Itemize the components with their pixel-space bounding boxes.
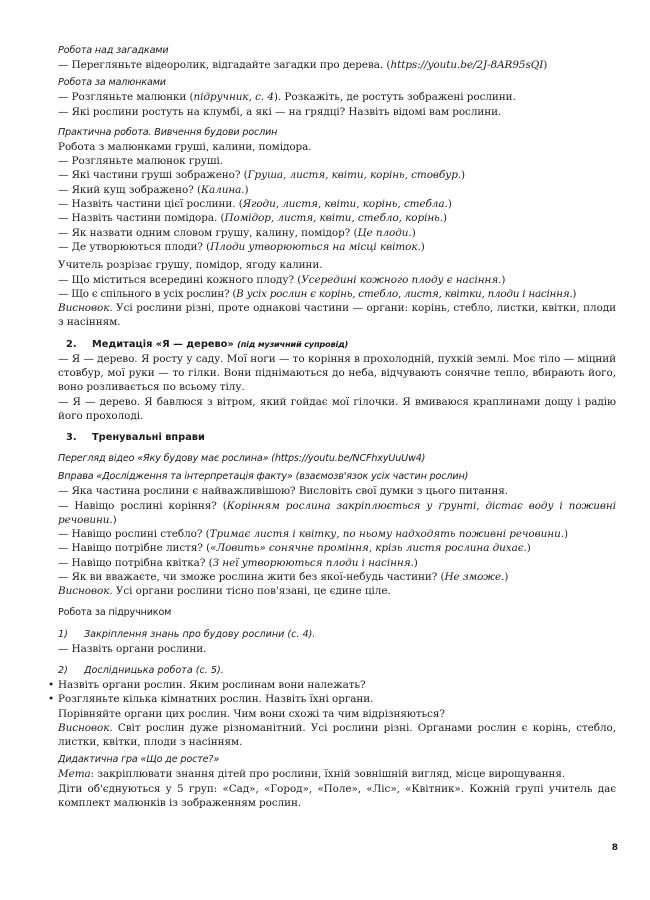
bullet-icon: •	[47, 693, 55, 706]
training-heading: 3. Тренувальні вправи	[66, 432, 205, 444]
practical-line: — Як назвати одним словом грушу, калину, помідор? (Це плоди.)	[58, 226, 416, 239]
compare-line: Порівняйте органи цих рослин. Чим вони схожі та чим відрізняються?	[58, 707, 445, 720]
conclusion-1: Висновок. Усі рослини різні, проте однакові частини — органи: корінь, стебло, листки, квітки, плоди з насінням.	[58, 302, 616, 329]
page-number: 8	[611, 843, 618, 853]
bullet-item: • Розгляньте кілька кімнатних рослин. Назвіть їхні органи.	[44, 692, 616, 706]
game-heading: Дидактична гра «Що де росте?»	[58, 754, 220, 766]
practical-heading: Практична робота. Вивчення будови рослин	[58, 126, 278, 138]
practical-line: — Назвіть частини цієї рослини. (Ягоди, листя, квіти, корінь, стебла.)	[58, 198, 452, 211]
teacher-cut-line: Учитель розрізає грушу, помідор, ягоду калини.	[58, 259, 323, 272]
bullet-item: • Назвіть органи рослин. Яким рослинам вони належать?	[44, 678, 616, 692]
exercise-line: — Навіщо потрібне листя? («Ловить» сонячне проміння, крізь листя рослина дихає.)	[58, 542, 531, 555]
practical-line: — Розгляньте малюнок груші.	[58, 155, 224, 168]
groups-paragraph: Діти об'єднуються у 5 груп: «Сад», «Город», «Поле», «Ліс», «Квітник». Кожній групі учитель дає комплект малюнків із зображенням рослин.	[58, 782, 616, 809]
exercise-line: — Як ви вважаєте, чи зможе рослина жити без якої-небудь частини? (Не зможе.)	[58, 571, 509, 584]
practical-line: — Де утворюються плоди? (Плоди утворюються на місці квіток.)	[58, 240, 425, 253]
conclusion-3: Висновок. Світ рослин дуже різноманітний. Усі рослини різні. Органами рослин є корінь, стебло, листки, квітки, плоди з насінням.	[58, 721, 616, 749]
riddles-video-link[interactable]: https://youtu.be/2J-8AR95sQI	[390, 59, 544, 71]
textbook-heading: Робота за підручником	[58, 606, 172, 618]
riddles-heading: Робота над загадками	[58, 45, 169, 56]
exercise-roots-line: — Навіщо рослині коріння? (Корінням рослина закріплюється у ґрунті, дістає воду і поживні речовини.)	[58, 499, 616, 526]
practical-line: Робота з малюнками груші, калини, помідора.	[58, 140, 312, 153]
task-1-line: — Назвіть органи рослини.	[58, 642, 207, 655]
page-content	[47, 44, 616, 810]
practical-lines	[58, 140, 616, 254]
practical-line: — Назвіть частини помідора. (Помідор, листя, квіти, стебло, корінь.)	[58, 212, 448, 225]
bullet-list	[44, 678, 616, 707]
fruit-line-1: — Що міститься всередині кожного плоду? (Усередині кожного плоду є насіння.)	[58, 273, 506, 286]
conclusion-2: Висновок. Усі органи рослини тісно пов'язані, це єдине ціле.	[58, 585, 391, 598]
exercise-heading: Вправа «Дослідження та інтерпретація факту» (взаємозв'язок усіх частин рослин)	[58, 471, 469, 483]
video-heading: Перегляд відео «Яку будову має рослина» (https://youtu.be/NCFhxyUuUw4)	[58, 453, 426, 465]
goal-line: Мета: закріплювати знання дітей про рослини, їхній зовнішній вигляд, місце вирощування.	[58, 768, 566, 781]
bullet-icon: •	[47, 678, 55, 691]
meditation-heading: 2. Медитація «Я — дерево» (під музичний супровід)	[66, 338, 349, 350]
pictures-line-2: — Які рослини ростуть на клумбі, а які — на грядці? Назвіть відомі вам рослини.	[58, 105, 502, 118]
task-2-heading: 2) Дослідницька робота (с. 5).	[58, 664, 224, 676]
exercise-line: — Навіщо рослині стебло? (Тримає листя і квітку, по ньому надходять поживні речовини.)	[58, 528, 568, 541]
pictures-line-1: — Розгляньте малюнки (підручник, с. 4). Розкажіть, де ростуть зображені рослини.	[58, 91, 516, 104]
meditation-paragraph-2: — Я — дерево. Я бавлюся з вітром, який гойдає мої гілочки. Я вмиваюся краплинами дощу і радію його прохолоді.	[58, 395, 616, 422]
pictures-heading: Робота за малюнками	[58, 77, 166, 89]
practical-line: — Які частини груші зображено? (Груша, листя, квіти, корінь, стовбур.)	[58, 169, 466, 182]
meditation-paragraph-1: — Я — дерево. Я росту у саду. Мої ноги — то коріння в прохолодній, пухкій землі. Моє тіло — міцний стовбур, мої руки — то гілки. Вони піднімаються до неба, відчувають сонячне тепло, вбирають його, воно розливається по всьому тілу.	[58, 352, 616, 394]
practical-line: — Який кущ зображено? (Калина.)	[58, 183, 249, 196]
exercise-line-1: — Яка частина рослини є найважливішою? Висловіть свої думки з цього питання.	[58, 485, 509, 498]
exercise-line: — Навіщо потрібна квітка? (З неї утворюються плоди і насіння.)	[58, 556, 418, 569]
fruit-line-2: — Що є спільного в усіх рослин? (В усіх рослин є корінь, стебло, листя, квітки, плоди і насіння.)	[58, 287, 577, 300]
task-1-heading: 1) Закріплення знань про будову рослини (с. 4).	[58, 628, 316, 640]
exercise-lines	[58, 527, 616, 584]
riddles-line: — Перегляньте відеоролик, відгадайте загадки про дерева. (https://youtu.be/2J-8AR95sQI)	[58, 59, 548, 71]
